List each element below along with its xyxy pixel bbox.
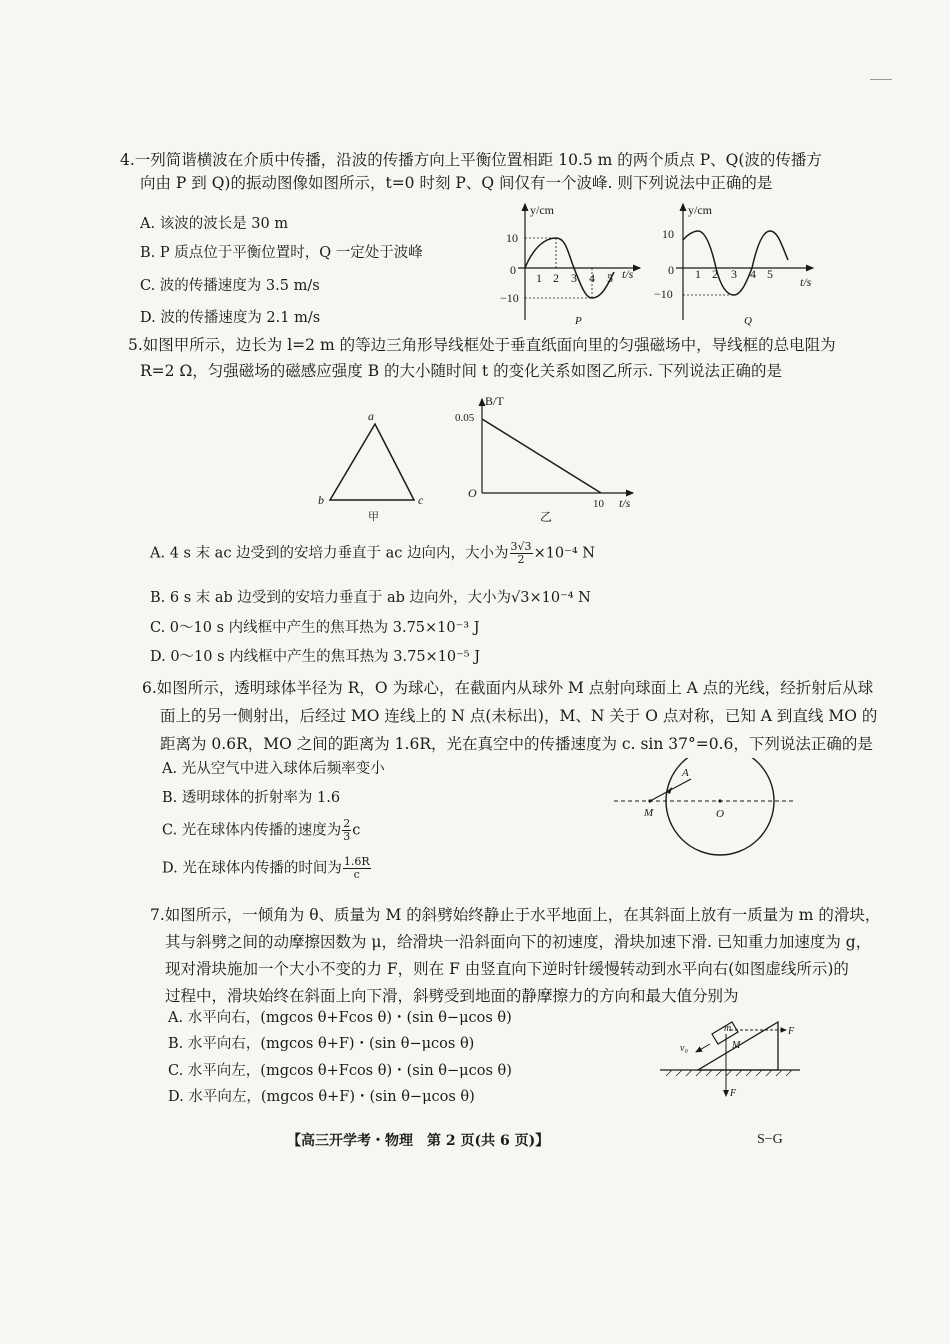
- vertex-b: b: [318, 493, 324, 507]
- q4-graph-p: [490, 198, 650, 328]
- tick-2: 2: [712, 267, 718, 281]
- q7-stem-line3: 现对滑块施加一个大小不变的力 F，则在 F 由竖直向下逆时针缓慢转动到水平向右(如图虚线所示)的: [165, 960, 849, 978]
- origin-label: O: [468, 486, 477, 500]
- q4-option-b: B. P 质点位于平衡位置时，Q 一定处于波峰: [140, 245, 423, 261]
- figure-caption: 甲: [368, 511, 379, 523]
- wave-curve: [683, 231, 788, 295]
- q7-stem-line1: 7.如图所示，一倾角为 θ、质量为 M 的斜劈始终静止于水平地面上，在其斜面上放有一质量为 m 的滑块，: [150, 906, 881, 924]
- q6-option-b: B. 透明球体的折射率为 1.6: [162, 790, 341, 806]
- origin-label: 0: [668, 263, 674, 277]
- q6-stem-line1: 6.如图所示，透明球体半径为 R，O 为球心，在截面内从球外 M 点射向球面上 A 点的光线，经折射后从球: [142, 679, 874, 697]
- q5-stem-line2: R=2 Ω，匀强磁场的磁感应强度 B 的大小随时间 t 的变化关系如图乙所示. 下列说法正确的是: [140, 362, 782, 380]
- graph-caption: P: [575, 315, 582, 327]
- q5-option-b: B. 6 s 末 ab 边受到的安培力垂直于 ab 边向外，大小为√3×10⁻⁴ N: [150, 590, 591, 606]
- y-pos-label: 10: [506, 231, 518, 245]
- label-a: A: [682, 767, 689, 779]
- q7-stem-line2: 其与斜劈之间的动摩擦因数为 μ，给滑块一沿斜面向下的初速度，滑块加速下滑. 已知重力加速度为 g，: [165, 933, 872, 951]
- x-label: t/s: [800, 275, 812, 289]
- label-m-small: m: [724, 1023, 732, 1034]
- x-label: t/s: [622, 267, 634, 281]
- page-footer: 【高三开学考・物理 第 2 页(共 6 页)】: [287, 1133, 550, 1149]
- y-tick-label: 0.05: [455, 412, 475, 424]
- q4-graph-q: [648, 198, 818, 328]
- x-label: t/s: [619, 496, 631, 510]
- graph-caption: 乙: [540, 510, 553, 523]
- y-pos-label: 10: [662, 227, 674, 241]
- tick-3: 3: [571, 271, 577, 285]
- tick-4: 4: [750, 267, 756, 281]
- tick-5: 5: [767, 267, 773, 281]
- q5-triangle-figure: [310, 408, 440, 528]
- q5-stem-line1: 5.如图甲所示，边长为 l=2 m 的等边三角形导线框处于垂直纸面向里的匀强磁场中，导线框的总电阻为: [128, 336, 836, 354]
- tick-3: 3: [731, 267, 737, 281]
- tick-1: 1: [695, 267, 701, 281]
- graph-caption: Q: [744, 315, 752, 327]
- q6-option-a: A. 光从空气中进入球体后频率变小: [162, 761, 385, 777]
- paper-code: S−G: [757, 1132, 783, 1147]
- q7-option-a: A. 水平向右，(mgcos θ+Fcos θ)・(sin θ−μcos θ): [168, 1010, 512, 1026]
- q5-option-d: D. 0～10 s 内线框中产生的焦耳热为 3.75×10⁻⁵ J: [150, 649, 481, 665]
- label-f-right: F: [788, 1026, 795, 1037]
- q6-sphere-figure: [610, 758, 800, 878]
- b-line: [482, 419, 601, 493]
- tick-4: 4: [589, 271, 595, 285]
- q4-option-d: D. 波的传播速度为 2.1 m/s: [140, 310, 321, 326]
- velocity-arrow: [696, 1044, 710, 1052]
- q6-stem-line3: 距离为 0.6R，MO 之间的距离为 1.6R，光在真空中的传播速度为 c. sin 37°=0.6，下列说法正确的是: [160, 735, 873, 753]
- q6-option-c: C. 光在球体内传播的速度为 $\frac{2}{3}$ c: [162, 817, 361, 843]
- triangle-frame: [330, 424, 414, 500]
- q5-option-c: C. 0～10 s 内线框中产生的焦耳热为 3.75×10⁻³ J: [150, 620, 480, 636]
- q4-stem-line2: 向由 P 到 Q)的振动图像如图所示，t=0 时刻 P、Q 间仅有一个波峰. 则下列说法中正确的是: [140, 174, 773, 192]
- q7-option-b: B. 水平向右，(mgcos θ+F)・(sin θ−μcos θ): [168, 1036, 475, 1052]
- q7-option-d: D. 水平向左，(mgcos θ+F)・(sin θ−μcos θ): [168, 1089, 475, 1105]
- vertex-c: c: [418, 493, 424, 507]
- origin-label: 0: [510, 263, 516, 277]
- x-tick-label: 10: [593, 498, 604, 510]
- label-m-big: M: [732, 1040, 741, 1051]
- q5-b-t-graph: [455, 393, 640, 523]
- tick-2: 2: [553, 271, 559, 285]
- q7-option-c: C. 水平向左，(mgcos θ+Fcos θ)・(sin θ−μcos θ): [168, 1063, 512, 1079]
- tick-1: 1: [536, 271, 542, 285]
- label-v0: v₀: [680, 1043, 688, 1054]
- q4-stem-line1: 4.一列简谐横波在介质中传播，沿波的传播方向上平衡位置相距 10.5 m 的两个质点 P、Q(波的传播方: [120, 151, 822, 169]
- y-neg-label: −10: [654, 287, 673, 301]
- label-m: M: [644, 807, 654, 819]
- q7-stem-line4: 过程中，滑块始终在斜面上向下滑，斜劈受到地面的静摩擦力的方向和最大值分别为: [165, 987, 739, 1005]
- label-f-down: F: [730, 1088, 737, 1099]
- q6-stem-line2: 面上的另一侧射出，后经过 MO 连线上的 N 点(未标出)，M、N 关于 O 点对称，已知 A 到直线 MO 的: [160, 707, 878, 725]
- q5-option-a: A. 4 s 末 ac 边受到的安培力垂直于 ac 边向内，大小为 $\frac{3√3}{2}$ ×10⁻⁴ N: [150, 540, 595, 566]
- scan-mark: [870, 79, 892, 80]
- q7-incline-figure: [660, 1010, 810, 1102]
- y-label: B/T: [485, 394, 504, 408]
- q4-option-a: A. 该波的波长是 30 m: [140, 216, 289, 232]
- y-label: y/cm: [688, 203, 712, 217]
- label-o: O: [716, 808, 724, 820]
- q4-option-c: C. 波的传播速度为 3.5 m/s: [140, 278, 320, 294]
- tick-5: 5: [607, 271, 613, 285]
- q6-option-d: D. 光在球体内传播的时间为 $\frac{1.6R}{c}$: [162, 855, 370, 881]
- vertex-a: a: [368, 409, 374, 423]
- y-label: y/cm: [530, 203, 554, 217]
- y-neg-label: −10: [500, 291, 519, 305]
